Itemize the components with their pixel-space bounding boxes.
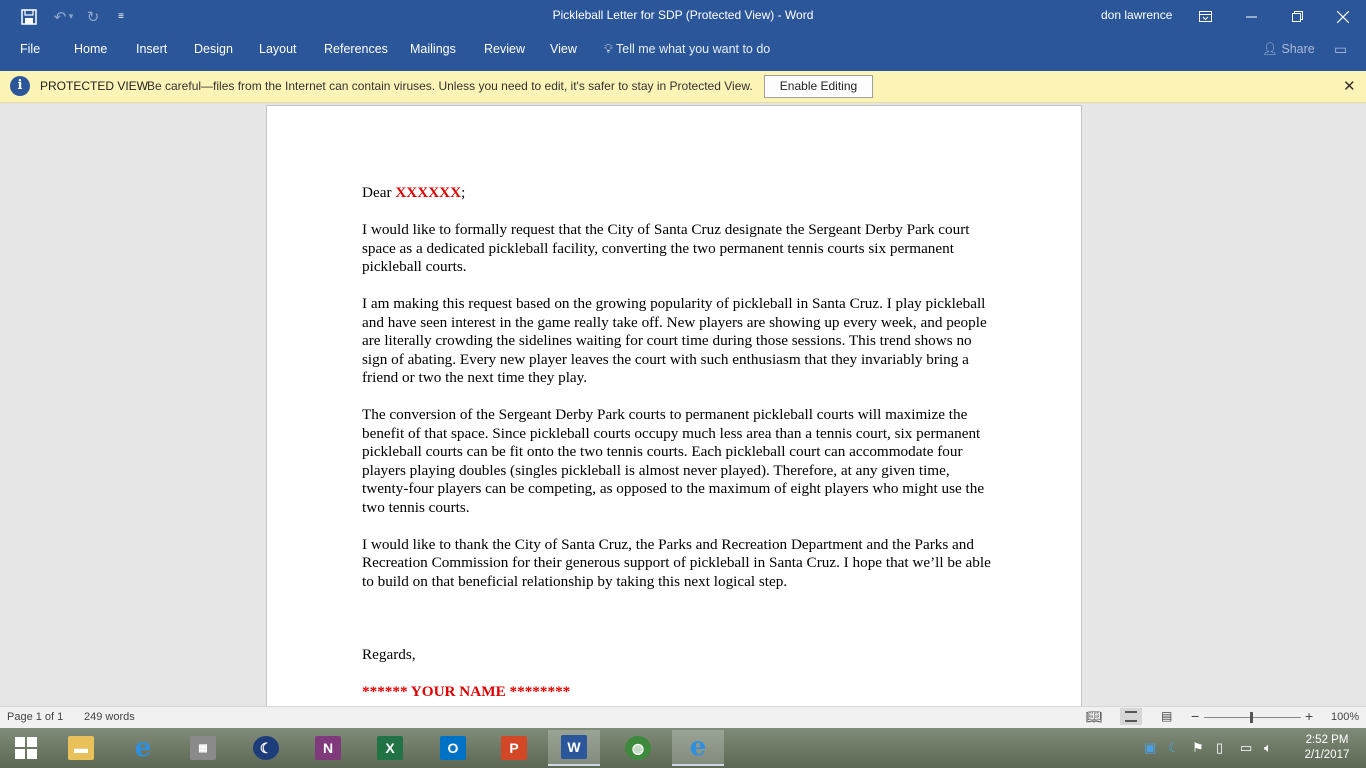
tray-moon-icon[interactable]: ☾ [1168,740,1180,755]
read-mode-icon[interactable]: 📖︎ [1086,709,1103,724]
tab-insert[interactable]: Insert [136,42,168,56]
restore-icon[interactable] [1274,0,1320,33]
window-title: Pickleball Letter for SDP (Protected View) - Word [552,8,814,22]
salutation [362,184,992,203]
action-center-flag-icon[interactable]: ⚑ [1192,740,1204,755]
lightbulb-icon: 💡︎ [604,42,613,56]
network-icon[interactable]: ▭ [1240,740,1253,755]
taskbar [0,728,1366,768]
word-count[interactable]: 249 words [84,711,135,723]
clock-time: 2:52 PM [1305,734,1349,746]
ribbon-tabs [0,33,1366,71]
ribbon-display-options-icon[interactable] [1182,0,1228,33]
paragraph-conversion: The conversion of the Sergeant Derby Park courts to permanent pickleball courts will maximize the benefit of that space. Since pickleball courts occupy much less area than a tennis court, six permanent pickleball courts can be fit onto the two tennis courts. Each pickleball court can accommodate four players playing doubles (singles pickleball is almost never played). Therefore, at any given time, twenty-four players can be competing, as opposed to the maximum of eight players who might use the two tennis courts. [362,406,985,516]
paragraph-popularity: I am making this request based on the growing popularity of pickleball in Santa Cruz. I play pickleball and have seen interest in the game really take off. New players are showing up every week, and people are literally crowding the sidelines waiting for court time during those sessions. This trend shows no sign of abating. Every new player leaves the court with such enthusiasm that they invariably bring a friend or two the next time they play. [362,295,987,386]
salutation-prefix: Dear [362,184,396,201]
tab-references[interactable]: References [324,42,388,56]
tray-app-icon[interactable]: ▣ [1144,740,1157,755]
print-layout-view[interactable] [1120,708,1142,725]
protected-view-bar [0,71,1366,103]
close-window-icon[interactable] [1320,0,1366,33]
excel-icon[interactable]: X [364,730,416,766]
zoom-slider-thumb[interactable] [1250,712,1253,723]
share-button[interactable] [1262,42,1315,57]
start-button[interactable] [0,730,52,766]
system-clock[interactable] [1294,733,1360,763]
customize-toolbar-icon[interactable]: ≡ [118,11,124,22]
onenote-icon[interactable]: N [302,730,354,766]
volume-icon[interactable]: 🔈︎ [1264,740,1272,755]
signature-placeholder: ****** YOUR NAME ******** [362,683,571,700]
print-layout-icon [1125,711,1137,722]
protected-view-label: PROTECTED VIEW [40,79,149,93]
undo-icon[interactable]: ↶ [53,8,67,26]
internet-explorer-icon[interactable]: e [134,733,152,763]
tab-design[interactable]: Design [194,42,233,56]
moon-app-icon[interactable]: ☾ [240,730,292,766]
title-bar [0,0,1366,33]
enable-editing-button[interactable]: Enable Editing [764,75,873,98]
power-icon[interactable]: ▯ [1216,740,1224,755]
tab-mailings[interactable]: Mailings [410,42,456,56]
info-shield-icon: i [10,76,30,96]
protected-view-message: Be careful—files from the Internet can contain viruses. Unless you need to edit, it's safer to stay in Protected View. [147,79,753,93]
calculator-icon[interactable]: ▦ [177,730,229,766]
close-message-bar-icon[interactable]: ✕ [1343,78,1356,95]
globe-app-icon[interactable]: ◍ [612,730,664,766]
word-icon[interactable]: W [548,730,600,766]
comments-icon[interactable]: ▭ [1334,41,1348,57]
web-layout-icon[interactable]: ▤ [1161,709,1173,723]
closing: Regards, [362,646,416,663]
paragraph-request: I would like to formally request that the City of Santa Cruz designate the Sergeant Derby Park court space as a dedicated pickleball facility, converting the two permanent tennis courts six permanent pickleball courts. [362,221,970,275]
document-area[interactable] [0,103,1366,706]
tell-me-search[interactable] [604,42,770,57]
status-bar [0,706,1366,729]
share-label: Share [1281,42,1315,56]
outlook-icon[interactable]: O [427,730,479,766]
tab-layout[interactable]: Layout [259,42,297,56]
recipient-placeholder: XXXXXX [395,184,462,201]
zoom-out-icon[interactable]: − [1191,708,1200,724]
tab-review[interactable]: Review [484,42,525,56]
minimize-icon[interactable] [1228,0,1274,33]
file-explorer-icon[interactable]: ▬ [55,730,107,766]
tab-home[interactable]: Home [74,42,108,56]
page-count[interactable]: Page 1 of 1 [7,711,64,723]
letter-body [362,184,992,706]
internet-explorer-window-icon[interactable]: e [672,730,724,766]
undo-dropdown-icon[interactable]: ▾ [68,11,74,21]
tab-view[interactable]: View [550,42,577,56]
person-icon: 👤︎ [1262,42,1278,56]
user-name[interactable]: don lawrence [1101,8,1173,22]
paragraph-thanks: I would like to thank the City of Santa Cruz, the Parks and Recreation Department and the Parks and Recreation Commission for their generous support of pickleball in Santa Cruz. I hope that we’ll be able to build on that beneficial relationship by taking this next logical step. [362,535,991,590]
powerpoint-icon[interactable]: P [488,730,540,766]
tell-me-label: Tell me what you want to do [616,42,771,56]
redo-icon[interactable]: ↻ [86,8,100,26]
zoom-level[interactable]: 100% [1331,711,1360,723]
document-page[interactable] [266,105,1082,706]
tab-file[interactable]: File [20,42,41,56]
salutation-suffix: ; [461,184,466,201]
clock-date: 2/1/2017 [1304,749,1350,761]
zoom-in-icon[interactable]: + [1305,708,1314,724]
windows-logo-icon [14,736,38,760]
